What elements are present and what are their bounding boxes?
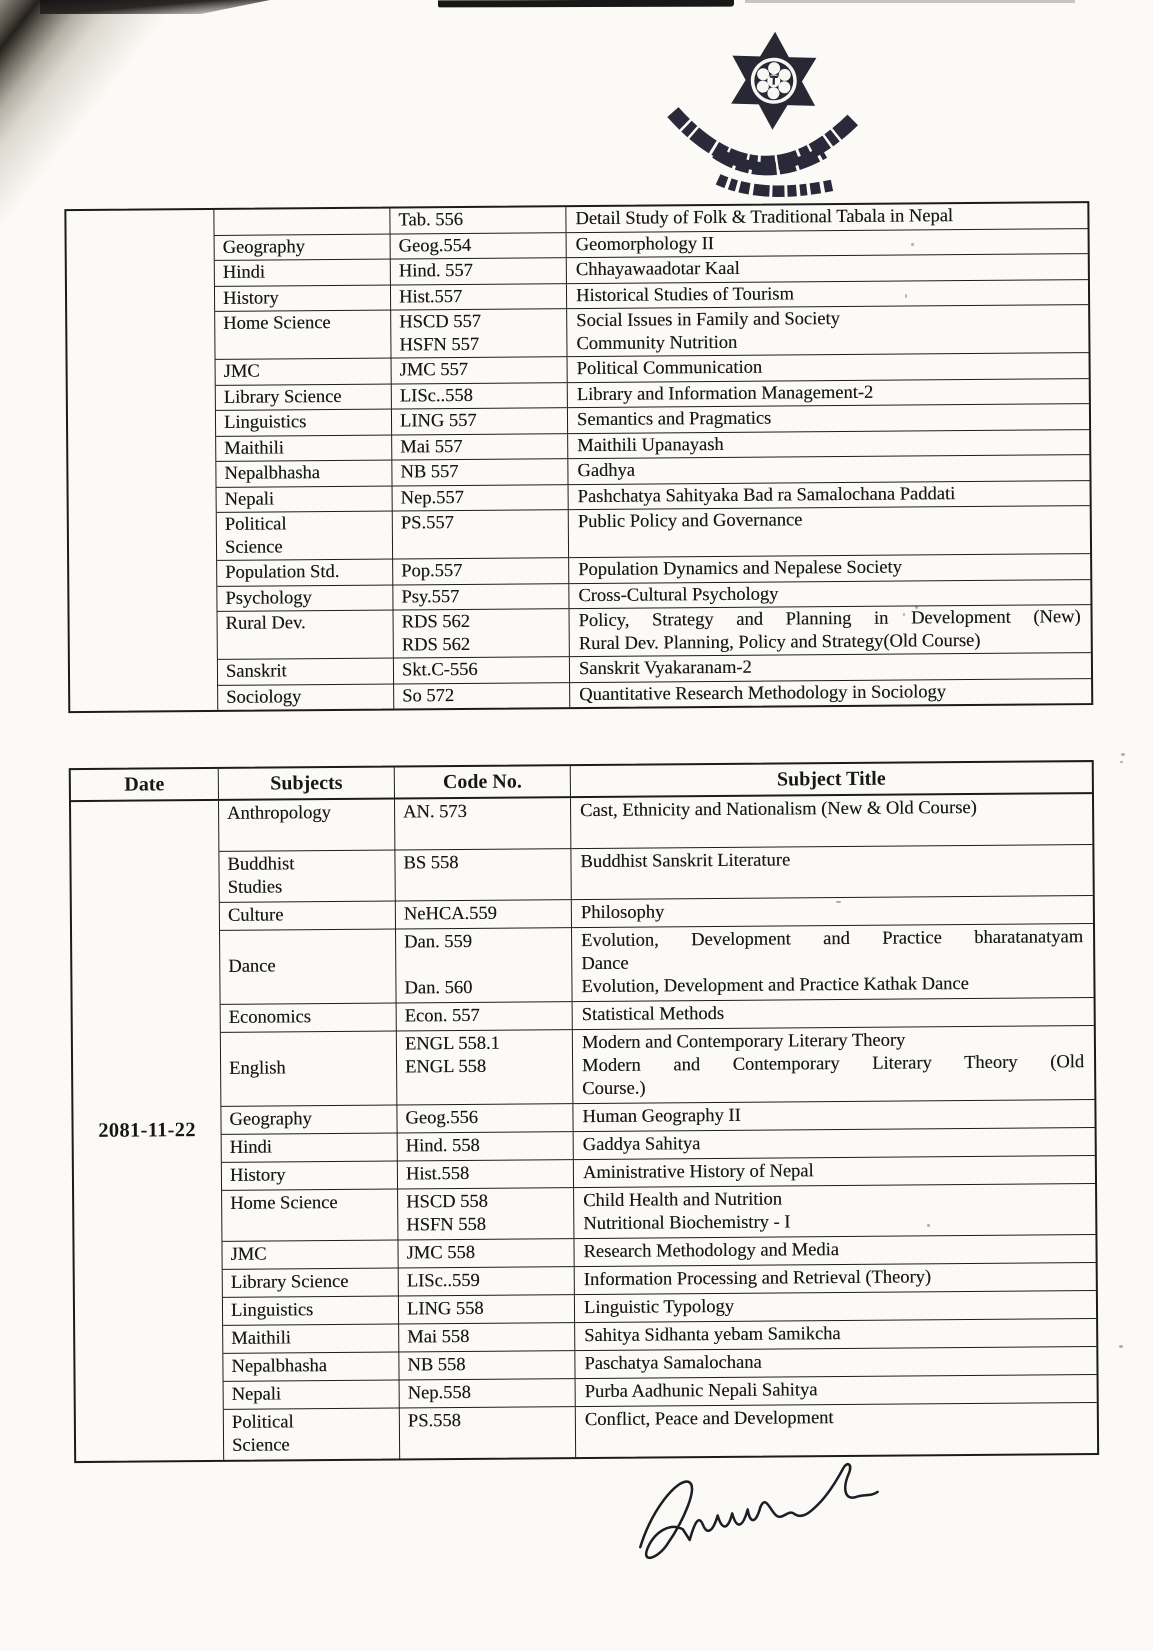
code-cell bbox=[392, 357, 568, 383]
cell-line bbox=[228, 932, 391, 956]
code-cell bbox=[393, 584, 569, 610]
table-row bbox=[224, 1402, 1097, 1460]
title-cell bbox=[576, 1403, 1097, 1457]
subject-cell bbox=[217, 512, 393, 560]
column-header-code: Code No. bbox=[395, 766, 571, 797]
cell-line: Political Communication bbox=[576, 357, 763, 380]
code-cell bbox=[399, 1323, 575, 1351]
subject-cell bbox=[215, 234, 391, 260]
cell-line: Public Policy and Governance bbox=[577, 510, 803, 533]
cell-line: Political bbox=[224, 514, 287, 535]
cell-line: Home Science bbox=[223, 313, 331, 334]
cell-line: Philosophy bbox=[580, 902, 665, 924]
code-cell bbox=[393, 485, 569, 511]
subject-cell bbox=[222, 1190, 398, 1241]
code-cell bbox=[396, 900, 572, 928]
subject-cell bbox=[216, 384, 392, 410]
title-cell bbox=[576, 1375, 1097, 1406]
cell-line: History bbox=[229, 1165, 286, 1186]
title-cell bbox=[567, 305, 1088, 356]
cell-line: Tab. 556 bbox=[398, 209, 464, 231]
title-cell bbox=[573, 1100, 1094, 1131]
subject-cell bbox=[217, 560, 393, 586]
cell-line: Nepali bbox=[231, 1384, 282, 1405]
cell-line: Historical Studies of Tourism bbox=[575, 283, 794, 306]
subject-cell bbox=[222, 1241, 398, 1269]
code-cell bbox=[398, 1160, 574, 1188]
code-cell bbox=[391, 284, 567, 310]
cell-line: Dance bbox=[228, 956, 276, 977]
cell-line: PS.558 bbox=[407, 1411, 461, 1432]
cell-line bbox=[222, 210, 385, 234]
cell-line: Evolution, Development and Practice bharatanatyam bbox=[581, 927, 1084, 952]
cell-line: Research Methodology and Media bbox=[583, 1240, 839, 1263]
cell-line: Hindi bbox=[222, 262, 266, 283]
cell-line: Hist.557 bbox=[398, 286, 463, 307]
cell-line: Nep.558 bbox=[407, 1382, 471, 1404]
code-cell bbox=[390, 207, 566, 233]
cell-line: Gadhya bbox=[577, 460, 636, 482]
cell-line: Mai 558 bbox=[407, 1326, 470, 1348]
cell-line: HSCD 558 bbox=[406, 1191, 488, 1213]
subject-cell bbox=[221, 1032, 398, 1106]
cell-line: Modern and Contemporary Literary Theory bbox=[581, 1030, 906, 1054]
code-cell bbox=[394, 657, 570, 683]
subject-cell bbox=[218, 611, 394, 659]
cell-line: Child Health and Nutrition bbox=[583, 1189, 783, 1212]
code-cell bbox=[397, 1030, 574, 1104]
title-cell bbox=[573, 1026, 1095, 1103]
title-cell bbox=[575, 1263, 1096, 1294]
cell-line: Culture bbox=[227, 905, 284, 926]
cell-line: Geography bbox=[229, 1109, 312, 1130]
subject-cell bbox=[224, 1409, 400, 1460]
cell-line: Sanskrit bbox=[225, 661, 287, 682]
cell-line: Hind. 557 bbox=[398, 260, 473, 282]
title-cell bbox=[572, 896, 1093, 927]
cell-line: Rural Dev. Planning, Policy and Strategy(Old Course) bbox=[578, 630, 981, 654]
cell-line: Rural Dev. bbox=[225, 613, 306, 634]
table-row bbox=[222, 1183, 1095, 1241]
table-row bbox=[217, 505, 1090, 560]
code-cell bbox=[399, 1351, 575, 1379]
table-row bbox=[215, 304, 1088, 359]
code-cell bbox=[398, 1132, 574, 1160]
cell-line: Dan. 560 bbox=[404, 977, 473, 999]
cell-line: Cross-Cultural Psychology bbox=[578, 584, 779, 606]
code-cell bbox=[392, 434, 568, 460]
table-row bbox=[220, 923, 1094, 1004]
cell-line: Nep.557 bbox=[400, 487, 464, 508]
continuation-table-rows bbox=[214, 203, 1091, 710]
continuation-table-body bbox=[66, 203, 1091, 711]
cell-line: LISc..559 bbox=[406, 1270, 480, 1292]
cell-line: Human Geography II bbox=[582, 1105, 741, 1128]
subject-cell bbox=[223, 1297, 399, 1325]
exam-schedule-table bbox=[69, 760, 1099, 1463]
cell-line: LING 557 bbox=[399, 410, 477, 432]
subject-cell bbox=[219, 800, 395, 851]
cell-line: Econ. 557 bbox=[404, 1005, 480, 1027]
cell-line: Cast, Ethnicity and Nationalism (New & Old Course) bbox=[580, 797, 977, 822]
cell-line: Political bbox=[231, 1412, 294, 1433]
cell-line: Psychology bbox=[225, 587, 312, 609]
table-row bbox=[218, 604, 1091, 659]
subject-cell bbox=[222, 1162, 398, 1190]
cell-line: AN. 573 bbox=[403, 801, 467, 823]
cell-line: Mai 557 bbox=[400, 436, 463, 457]
title-cell bbox=[575, 1291, 1096, 1322]
cell-line: Skt.C-556 bbox=[401, 659, 478, 681]
title-cell bbox=[575, 1347, 1096, 1378]
cell-line: ENGL 558.1 bbox=[404, 1033, 500, 1055]
title-cell bbox=[569, 506, 1090, 557]
code-cell bbox=[397, 1002, 573, 1030]
date-cell-empty bbox=[66, 210, 218, 711]
code-cell bbox=[392, 408, 568, 434]
cell-line: Pop.557 bbox=[401, 561, 463, 582]
cell-line: English bbox=[229, 1058, 286, 1079]
code-cell bbox=[391, 258, 567, 284]
cell-line: Library Science bbox=[223, 386, 342, 408]
cell-line: Evolution, Development and Practice Kathak Dance bbox=[581, 974, 969, 998]
cell-line: Studies bbox=[227, 877, 283, 898]
cell-line: Sociology bbox=[226, 686, 302, 708]
subject-cell bbox=[217, 585, 393, 611]
subject-cell bbox=[218, 659, 394, 685]
cell-line: Nutritional Biochemistry - I bbox=[583, 1212, 791, 1235]
code-cell bbox=[398, 1239, 574, 1267]
cell-line bbox=[578, 530, 1080, 556]
cell-line: Maithili Upanayash bbox=[577, 434, 724, 456]
stamp-graphic bbox=[640, 19, 893, 224]
cell-line: Social Issues in Family and Society bbox=[576, 309, 840, 332]
subject-cell bbox=[223, 1325, 399, 1353]
cell-line: Hind. 558 bbox=[405, 1135, 480, 1157]
subject-cell bbox=[214, 209, 390, 235]
cell-line: Chhayawaadotar Kaal bbox=[575, 258, 740, 281]
exam-schedule-table-body bbox=[71, 794, 1097, 1461]
code-cell bbox=[393, 510, 569, 558]
title-cell bbox=[570, 605, 1091, 656]
cell-line: JMC 557 bbox=[399, 359, 469, 381]
cell-line: Linguistics bbox=[223, 412, 307, 433]
cell-line bbox=[581, 870, 1083, 897]
cell-line: Quantitative Research Methodology in Sociology bbox=[579, 681, 947, 705]
cell-line: Linguistic Typology bbox=[583, 1296, 735, 1319]
cell-line: Policy, Strategy and Planning in Development (New) bbox=[578, 607, 1081, 632]
cell-line: Maithili bbox=[231, 1328, 291, 1349]
cell-line: JMC bbox=[230, 1244, 267, 1265]
code-cell bbox=[399, 1295, 575, 1323]
code-cell bbox=[399, 1267, 575, 1295]
cell-line: Community Nutrition bbox=[576, 332, 738, 354]
subject-cell bbox=[221, 1106, 397, 1134]
code-cell bbox=[391, 233, 567, 259]
subject-cell bbox=[215, 285, 391, 311]
code-cell bbox=[394, 683, 570, 709]
exam-date: 2081-11-22 bbox=[71, 801, 224, 1461]
subject-cell bbox=[221, 1004, 397, 1032]
stamp-arc-text-stroke-bottom bbox=[718, 179, 832, 192]
cell-line: Pashchatya Sahityaka Bad ra Samalochana Paddati bbox=[577, 483, 956, 507]
column-header-date: Date bbox=[71, 769, 219, 800]
cell-line: Geog.554 bbox=[398, 235, 472, 256]
cell-line: Population Std. bbox=[225, 561, 340, 583]
cell-line: History bbox=[222, 287, 279, 309]
cell-line: Sahitya Sidhanta yebam Samikcha bbox=[584, 1324, 841, 1347]
cell-line: NB 558 bbox=[407, 1355, 466, 1376]
cell-line bbox=[404, 953, 567, 977]
code-cell bbox=[395, 849, 571, 900]
code-cell bbox=[393, 558, 569, 584]
cell-line: HSFN 557 bbox=[399, 334, 480, 355]
title-cell bbox=[571, 845, 1092, 899]
cell-line: So 572 bbox=[402, 685, 455, 706]
title-cell bbox=[574, 1184, 1095, 1238]
signature bbox=[620, 1452, 883, 1576]
subject-cell bbox=[216, 435, 392, 461]
code-cell bbox=[395, 798, 571, 849]
subject-cell bbox=[220, 902, 396, 930]
cell-line bbox=[229, 1034, 392, 1058]
cell-line: Anthropology bbox=[227, 803, 331, 824]
cell-line: Hindi bbox=[229, 1137, 272, 1158]
code-cell bbox=[392, 383, 568, 409]
code-cell bbox=[391, 309, 567, 357]
cell-line: PS.557 bbox=[400, 513, 454, 534]
cell-line: BS 558 bbox=[403, 853, 459, 874]
official-stamp bbox=[640, 19, 893, 224]
table-row bbox=[219, 794, 1092, 851]
title-cell bbox=[574, 1156, 1095, 1187]
subject-cell bbox=[215, 311, 391, 359]
subject-cell bbox=[218, 684, 394, 710]
cell-line: Linguistics bbox=[230, 1300, 314, 1321]
cell-line: Paschatya Samalochana bbox=[584, 1352, 762, 1375]
continuation-table bbox=[64, 201, 1093, 713]
title-cell bbox=[574, 1235, 1095, 1266]
title-cell bbox=[572, 924, 1094, 1001]
cell-line: Conflict, Peace and Development bbox=[584, 1408, 834, 1431]
cell-line: Nepalbhasha bbox=[224, 463, 321, 484]
subject-cell bbox=[217, 486, 393, 512]
cell-line: LISc..558 bbox=[399, 385, 473, 406]
cell-line: ENGL 558 bbox=[405, 1056, 487, 1078]
code-cell bbox=[398, 1188, 574, 1239]
code-cell bbox=[400, 1379, 576, 1407]
table-row bbox=[218, 678, 1091, 710]
subject-cell bbox=[216, 410, 392, 436]
code-cell bbox=[397, 1104, 573, 1132]
cell-line: Population Dynamics and Nepalese Society bbox=[578, 557, 902, 581]
cell-line: Course.) bbox=[582, 1078, 646, 1100]
subject-cell bbox=[215, 260, 391, 286]
cell-line: RDS 562 bbox=[401, 611, 471, 633]
cell-line: Science bbox=[231, 1435, 290, 1456]
subject-cell bbox=[216, 461, 392, 487]
cell-line: Dan. 559 bbox=[404, 931, 473, 953]
cell-line: JMC bbox=[223, 361, 260, 382]
table-row bbox=[221, 1025, 1095, 1106]
cell-line: Maithili bbox=[224, 437, 284, 459]
code-cell bbox=[400, 1407, 576, 1458]
cell-line: Psy.557 bbox=[401, 586, 460, 607]
cell-line: Buddhist bbox=[227, 854, 295, 875]
title-cell bbox=[571, 794, 1092, 848]
cell-line: Detail Study of Folk & Traditional Tabala in Nepal bbox=[575, 206, 954, 230]
code-cell bbox=[396, 928, 573, 1002]
cell-line: Hist.558 bbox=[405, 1163, 470, 1185]
subject-cell bbox=[222, 1134, 398, 1162]
cell-line bbox=[585, 1428, 1087, 1455]
cell-line: Nepali bbox=[224, 488, 275, 510]
subject-cell bbox=[223, 1269, 399, 1297]
cell-line: Sanskrit Vyakaranam-2 bbox=[578, 657, 752, 680]
subject-cell bbox=[219, 851, 395, 902]
column-header-subjects: Subjects bbox=[219, 768, 395, 799]
cell-line: Gaddya Sahitya bbox=[582, 1134, 701, 1156]
cell-line: HSCD 557 bbox=[399, 311, 482, 333]
exam-schedule-table-rows bbox=[219, 794, 1097, 1460]
subject-cell bbox=[224, 1381, 400, 1409]
subject-cell bbox=[223, 1353, 399, 1381]
cell-line: Library Science bbox=[230, 1271, 349, 1293]
table-row bbox=[219, 844, 1092, 902]
cell-line: NeHCA.559 bbox=[403, 903, 497, 925]
cell-line: Home Science bbox=[230, 1193, 338, 1214]
cell-line: Aministrative History of Nepal bbox=[582, 1161, 814, 1184]
cell-line: Library and Information Management-2 bbox=[576, 382, 874, 405]
title-cell bbox=[573, 998, 1094, 1029]
title-cell bbox=[570, 679, 1091, 708]
cell-line: Statistical Methods bbox=[581, 1003, 725, 1026]
cell-line: Geog.556 bbox=[405, 1107, 479, 1129]
cell-line: HSFN 558 bbox=[406, 1214, 487, 1236]
cell-line: Buddhist Sanskrit Literature bbox=[580, 850, 791, 873]
cell-line: Modern and Contemporary Literary Theory (Old bbox=[582, 1052, 1085, 1077]
title-cell bbox=[575, 1319, 1096, 1350]
code-cell bbox=[394, 609, 570, 657]
code-cell bbox=[392, 459, 568, 485]
cell-line bbox=[580, 819, 1082, 846]
cell-line: JMC 558 bbox=[406, 1242, 476, 1264]
column-header-title: Subject Title bbox=[776, 767, 886, 791]
cell-line: Purba Aadhunic Nepali Sahitya bbox=[584, 1380, 818, 1403]
cell-line: NB 557 bbox=[400, 462, 459, 483]
cell-line: Information Processing and Retrieval (Theory) bbox=[583, 1267, 932, 1291]
cell-line: RDS 562 bbox=[401, 634, 471, 655]
cell-line: LING 558 bbox=[406, 1298, 484, 1320]
cell-line: Nepalbhasha bbox=[231, 1356, 328, 1377]
subject-cell bbox=[216, 359, 392, 385]
cell-line: Economics bbox=[228, 1007, 311, 1028]
cell-line: Science bbox=[224, 536, 283, 558]
cell-line: Geomorphology II bbox=[575, 233, 714, 255]
subject-cell bbox=[220, 930, 397, 1004]
title-cell bbox=[574, 1128, 1095, 1159]
cell-line: Dance bbox=[581, 953, 629, 975]
cell-line: Geography bbox=[222, 236, 305, 258]
cell-line: Semantics and Pragmatics bbox=[576, 408, 772, 431]
